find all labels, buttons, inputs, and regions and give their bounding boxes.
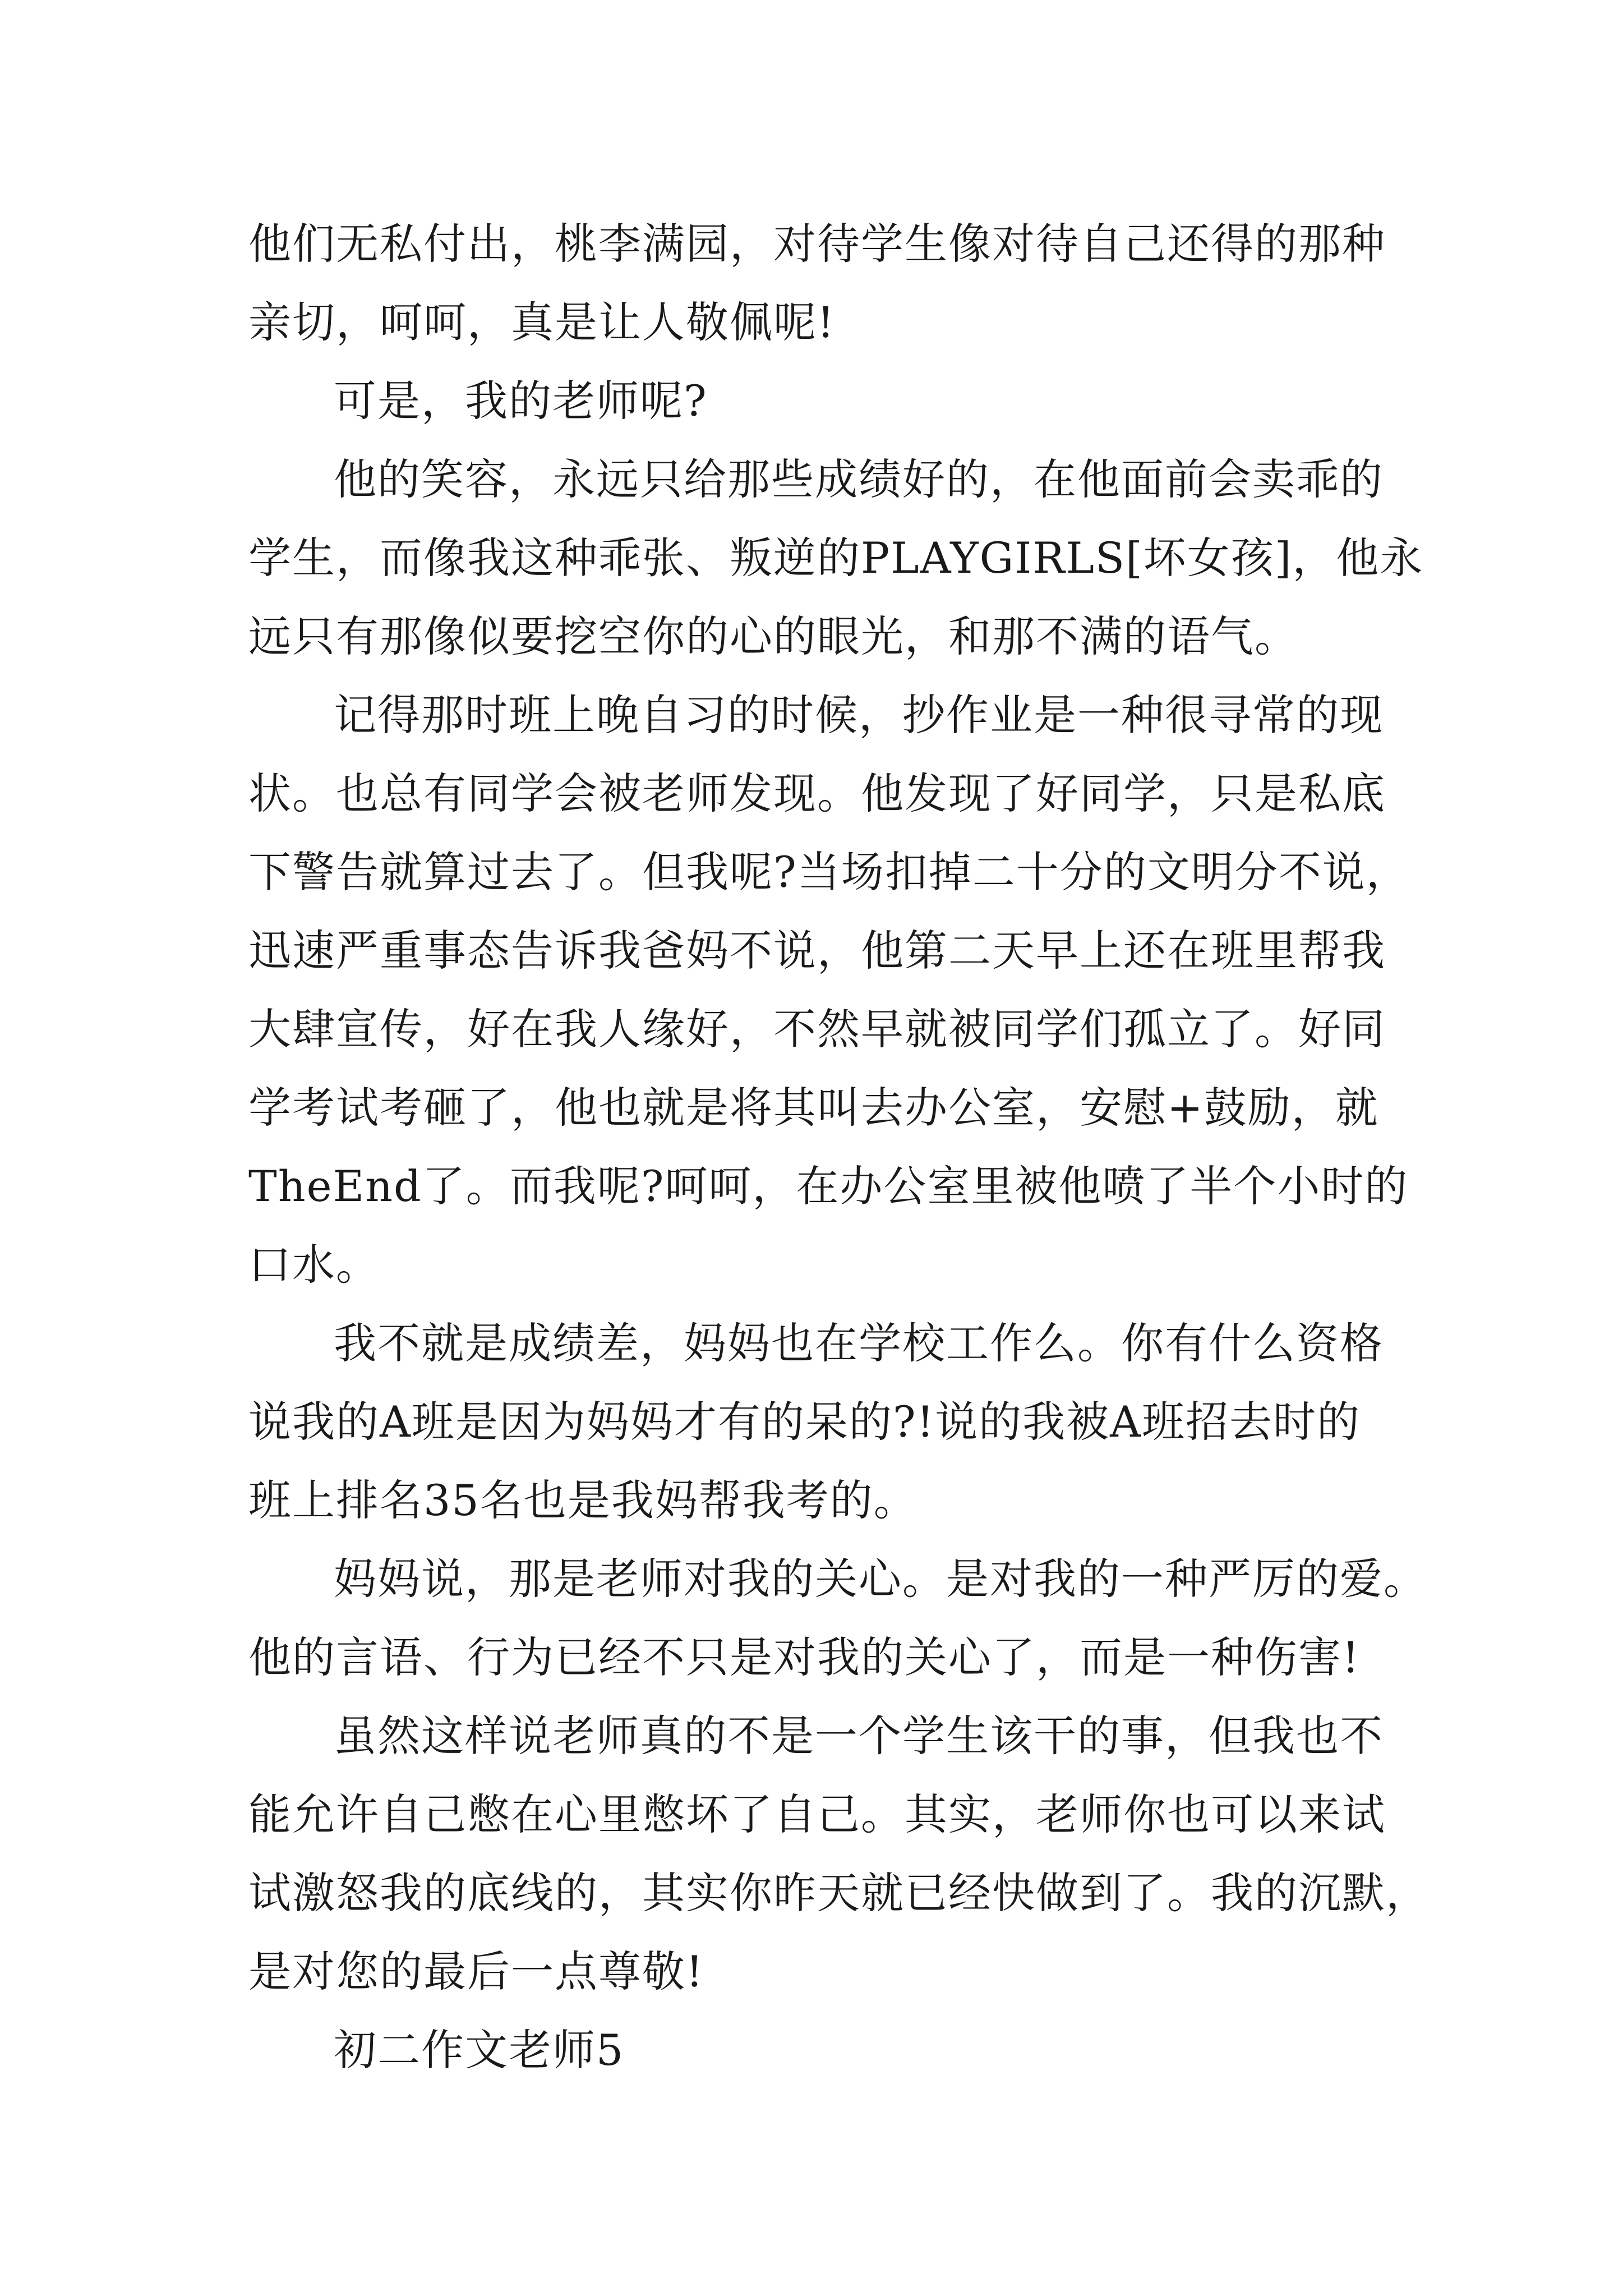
text-line-11: 大肆宣传，好在我人缘好，不然早就被同学们孤立了。好同 — [248, 1004, 1386, 1054]
text-line-5: 学生，而像我这种乖张、叛逆的PLAYGIRLS[坏女孩]，他永 — [248, 533, 1424, 583]
text-line-22: 试激怒我的底线的，其实你昨天就已经快做到了。我的沉默， — [248, 1868, 1430, 1918]
text-line-2: 亲切，呵呵，真是让人敬佩呢! — [248, 297, 836, 347]
text-line-14: 口水。 — [248, 1240, 380, 1290]
text-line-21: 能允许自己憋在心里憋坏了自己。其实，老师你也可以来试 — [248, 1789, 1386, 1839]
paragraph-line-18: 妈妈说，那是老师对我的关心。是对我的一种严厉的爱。 — [334, 1554, 1427, 1604]
text-line-1: 他们无私付出，桃李满园，对待学生像对待自己还得的那种 — [248, 219, 1386, 269]
text-line-9: 下警告就算过去了。但我呢?当场扣掉二十分的文明分不说， — [248, 847, 1410, 897]
paragraph-line-20: 虽然这样说老师真的不是一个学生该干的事，但我也不 — [334, 1711, 1384, 1761]
paragraph-line-4: 他的笑容，永远只给那些成绩好的，在他面前会卖乖的 — [334, 454, 1384, 504]
text-line-13: TheEnd了。而我呢?呵呵，在办公室里被他喷了半个小时的 — [248, 1161, 1409, 1211]
paragraph-line-3: 可是，我的老师呢? — [334, 376, 708, 426]
paragraph-line-7: 记得那时班上晚自习的时候，抄作业是一种很寻常的现 — [334, 690, 1384, 740]
text-line-10: 迅速严重事态告诉我爸妈不说，他第二天早上还在班里帮我 — [248, 926, 1386, 976]
section-heading: 初二作文老师5 — [334, 2025, 625, 2075]
text-line-23: 是对您的最后一点尊敬! — [248, 1947, 704, 1996]
text-line-12: 学考试考砸了，他也就是将其叫去办公室，安慰+鼓励，就 — [248, 1083, 1379, 1133]
text-line-17: 班上排名35名也是我妈帮我考的。 — [248, 1475, 917, 1525]
text-line-8: 状。也总有同学会被老师发现。他发现了好同学，只是私底 — [248, 769, 1386, 818]
paragraph-line-15: 我不就是成绩差，妈妈也在学校工作么。你有什么资格 — [334, 1318, 1384, 1368]
text-line-6: 远只有那像似要挖空你的心的眼光，和那不满的语气。 — [248, 611, 1298, 661]
text-line-19: 他的言语、行为已经不只是对我的关心了，而是一种伤害! — [248, 1632, 1361, 1682]
text-line-16: 说我的A班是因为妈妈才有的呆的?!说的我被A班招去时的 — [248, 1397, 1361, 1447]
